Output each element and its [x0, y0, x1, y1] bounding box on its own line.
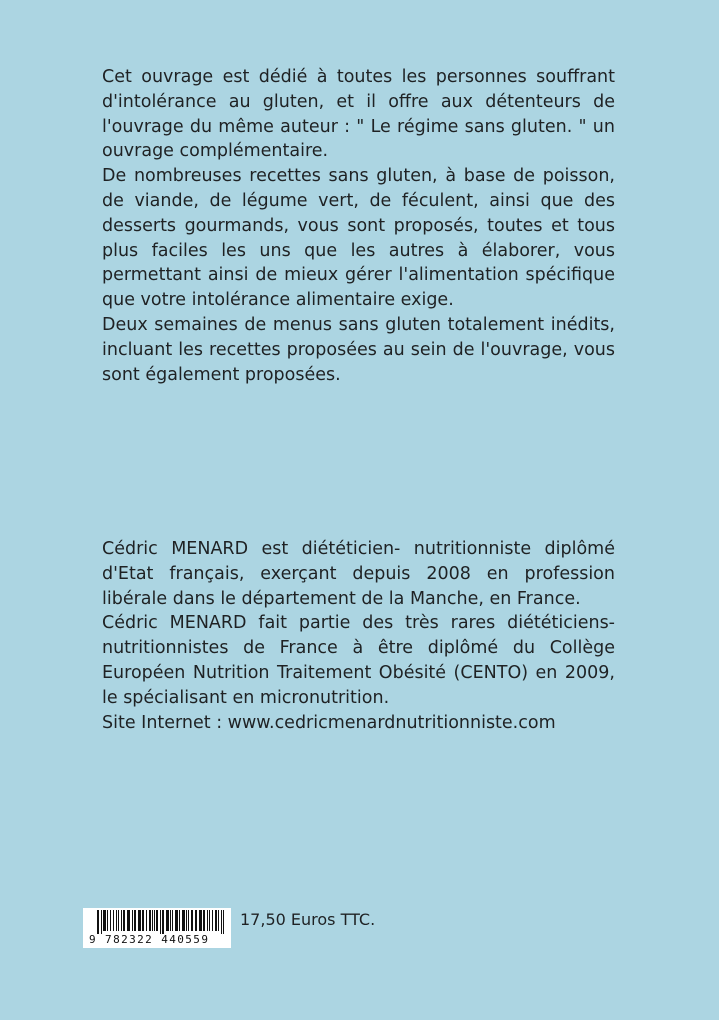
isbn-number: 9 782322 440559: [89, 933, 210, 946]
barcode-bar: [160, 910, 161, 934]
barcode-bar: [170, 910, 171, 931]
barcode-bar: [142, 910, 144, 931]
barcode-bar: [179, 910, 180, 931]
barcode-bar: [199, 910, 202, 931]
author-paragraph: Cédric MENARD est diététicien- nutritionniste diplômé d'Etat français, exerçant depuis 2008 en profession libérale dans le département de la Manche, en France.: [102, 539, 615, 609]
barcode-bar: [195, 910, 197, 931]
author-website: Site Internet : www.cedricmenardnutritionniste.com: [102, 712, 556, 733]
barcode-bar: [138, 910, 141, 931]
barcode-bar: [149, 910, 151, 931]
barcode-bar: [175, 910, 178, 931]
description-paragraph: Deux semaines de menus sans gluten totalement inédits, incluant les recettes proposées au sein de l'ouvrage, vous sont également proposées.: [102, 314, 615, 385]
description-paragraph: De nombreuses recettes sans gluten, à base de poisson, de viande, de légume vert, de féculent, ainsi que des desserts gourmands, vous sont proposés, toutes et tous plus faciles les uns que les autres à élaborer, vous permettant ainsi de mieux gérer l'alimentation spécifique que votre intolérance alimentaire exige.: [102, 166, 615, 311]
barcode-bar: [97, 910, 99, 934]
barcode-bar: [188, 910, 189, 931]
barcode-bar: [215, 910, 217, 931]
barcode-bar: [212, 910, 213, 931]
barcode-bar: [123, 910, 125, 931]
barcode-bar: [113, 910, 114, 931]
author-paragraph: Cédric MENARD fait partie des très rares diététiciens-nutritionnistes de France à être diplômé du Collège Européen Nutrition Traitement Obésité (CENTO) en 2009, le spécialisant en micronutrition.: [102, 613, 615, 708]
barcode-bar: [218, 910, 219, 931]
barcode-bar: [156, 910, 158, 931]
back-cover-description: [102, 65, 615, 387]
barcode-bar: [172, 910, 173, 931]
barcode-bar: [152, 910, 153, 931]
barcode-bar: [207, 910, 208, 931]
barcode-bar: [110, 910, 111, 931]
barcode-bar: [191, 910, 193, 931]
barcode-bar: [121, 910, 122, 931]
barcode-bar: [127, 910, 130, 931]
barcode-bar: [203, 910, 205, 931]
barcode-bar: [134, 910, 136, 931]
description-paragraph: Cet ouvrage est dédié à toutes les personnes souffrant d'intolérance au gluten, et il offre aux détenteurs de l'ouvrage du même auteur : " Le régime sans gluten. " un ouvrage complémentaire.: [102, 67, 615, 162]
barcode-bar: [186, 910, 187, 931]
isbn-barcode: [83, 908, 231, 948]
barcode-bar: [107, 910, 108, 931]
barcode-bar: [223, 910, 224, 934]
barcode-bar: [116, 910, 117, 931]
barcode-bar: [132, 910, 133, 931]
barcode-bar: [182, 910, 185, 931]
barcode-bar: [103, 910, 106, 931]
author-biography: [102, 537, 615, 735]
barcode-bar: [118, 910, 119, 931]
barcode-bar: [162, 910, 164, 934]
barcode-bar: [101, 910, 102, 934]
barcode-bar: [154, 910, 155, 931]
barcode-bar: [166, 910, 169, 931]
barcode-bar: [209, 910, 210, 931]
barcode-bar: [146, 910, 147, 931]
barcode-bar: [221, 910, 222, 934]
price-label: 17,50 Euros TTC.: [240, 910, 376, 929]
